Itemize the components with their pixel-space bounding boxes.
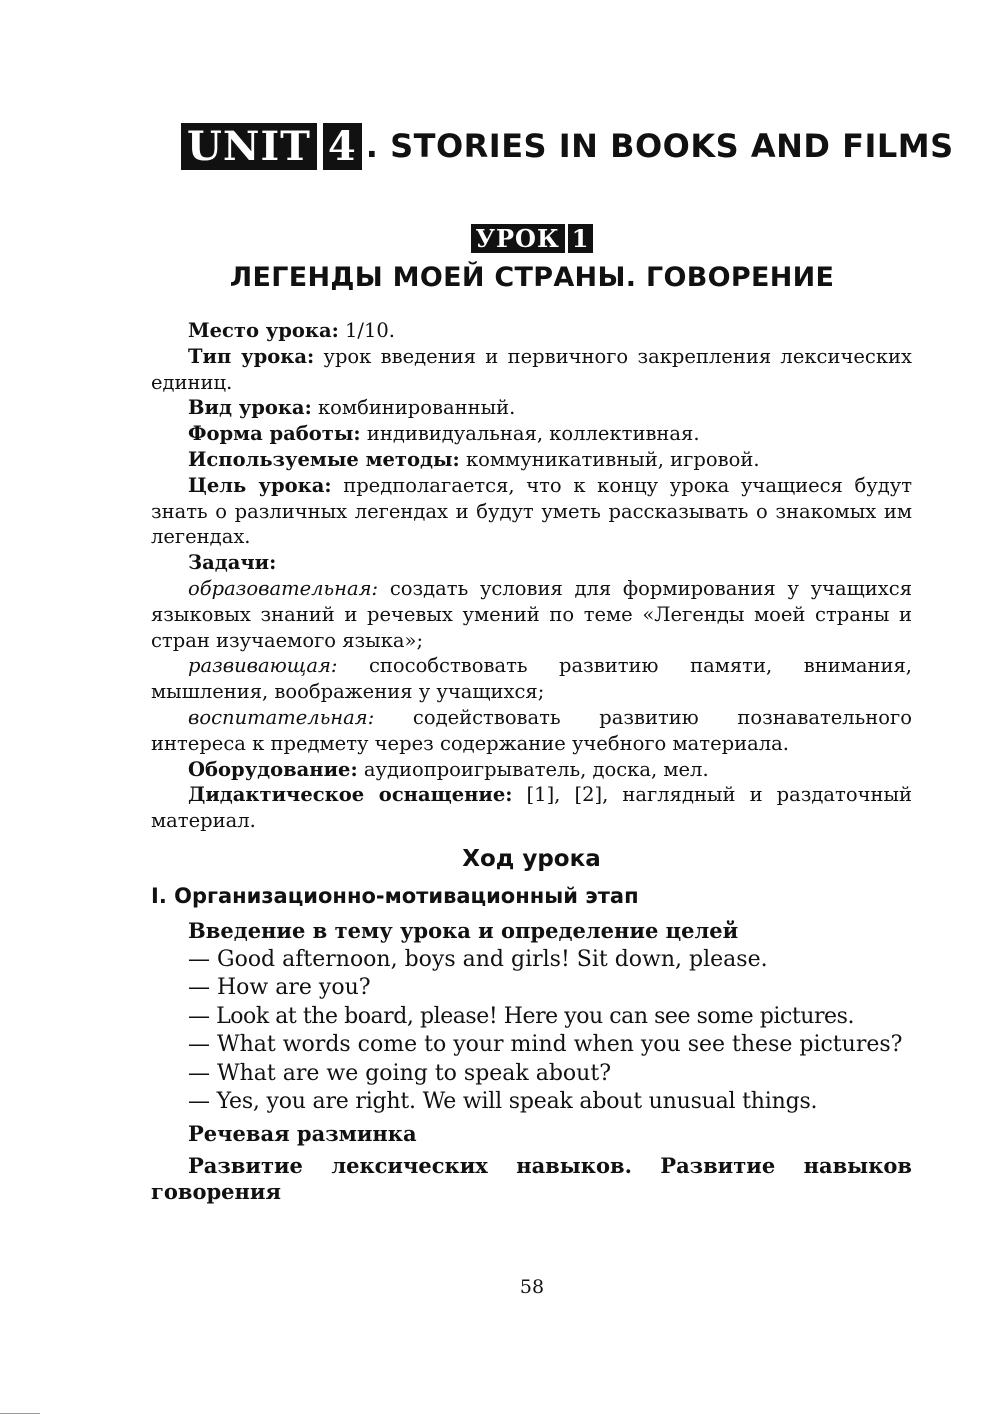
task-developing: развивающая: способствовать развитию памяти, внимания, мышления, воображения у учащихся; <box>151 654 912 704</box>
stage-1-title: I. Организационно-мотивационный этап <box>151 883 639 908</box>
development-heading: Развитие лексических навыков. Развитие навыков говорения <box>151 1152 912 1204</box>
task-educational: образовательная: создать условия для формирования у учащихся языковых знаний и речевых умений по теме «Легенды моей страны и стран изучаемого языка»; <box>151 576 912 652</box>
unit-title: . STORIES IN BOOKS AND FILMS <box>365 127 954 165</box>
course-title: Ход урока <box>462 845 601 872</box>
meta-equipment: Оборудование: аудиопроигрыватель, доска, мел. <box>188 757 709 781</box>
meta-didactic: Дидактическое оснащение: [1], [2], наглядный и раздаточный материал. <box>151 783 912 833</box>
lesson-number-box: 1 <box>568 224 594 253</box>
dialog <box>151 946 912 1117</box>
lesson-title: ЛЕГЕНДЫ МОЕЙ СТРАНЫ. ГОВОРЕНИЕ <box>229 262 835 293</box>
unit-label-box: UNIT <box>181 123 317 170</box>
lesson-label <box>0 224 1000 253</box>
lesson-label-box: УРОК <box>471 224 565 253</box>
dialog-line: — What words come to your mind when you see these pictures? <box>188 1032 903 1058</box>
dialog-line: — Yes, you are right. We will speak about unusual things. <box>188 1089 818 1115</box>
dialog-line: — Look at the board, please! Here you can see some pictures. <box>188 1003 854 1029</box>
meta-type: Тип урока: урок введения и первичного закрепления лексических единиц. <box>151 344 912 394</box>
page-number: 58 <box>519 1276 545 1298</box>
meta-tasks: Задачи: <box>188 551 277 575</box>
meta-place: Место урока: 1/10. <box>188 319 395 342</box>
dialog-line: — What are we going to speak about? <box>188 1060 611 1086</box>
page-content <box>151 318 912 1205</box>
meta-methods: Используемые методы: коммуникативный, игровой. <box>188 447 760 471</box>
dialog-line: — Good afternoon, boys and girls! Sit down, please. <box>188 946 768 972</box>
meta-goal: Цель урока: предполагается, что к концу урока учащиеся будут знать о различных легендах и будут уметь рассказывать о знакомых им легендах. <box>151 473 912 549</box>
unit-heading <box>181 118 954 174</box>
meta-kind: Вид урока: комбинированный. <box>188 396 516 420</box>
meta-form: Форма работы: индивидуальная, коллективная. <box>188 422 700 446</box>
warmup-heading: Речевая разминка <box>188 1120 417 1146</box>
unit-number-box: 4 <box>323 123 362 170</box>
intro-heading: Введение в тему урока и определение целей <box>188 917 739 943</box>
task-upbringing: воспитательная: содействовать развитию познавательного интереса к предмету через содержание учебного материала. <box>151 705 912 755</box>
dialog-line: — How are you? <box>188 975 371 1001</box>
